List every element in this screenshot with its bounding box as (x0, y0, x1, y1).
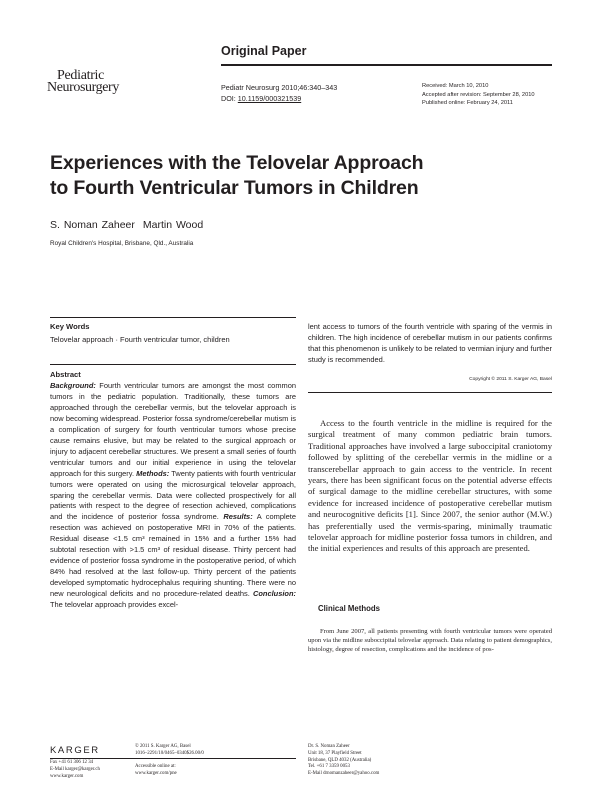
footer-contact-name: Dr. S. Noman Zaheer (308, 744, 350, 749)
footer-author-contact (308, 744, 379, 778)
footer-contact-email[interactable]: E-Mail drnomanzaheer@yahoo.com (308, 771, 380, 777)
footer-copyright-block (135, 744, 204, 778)
title-line2: to Fourth Ventricular Tumors in Children (50, 177, 419, 199)
paper-type: Original Paper (221, 44, 307, 58)
publication-dates (422, 82, 535, 108)
abstract-continued: lent access to tumors of the fourth ventricle with sparing of the vermis in children. The high incidence of cerebellar mutism in our patients confirms that this phenomenon is unlikely to be related to vermian injury and further study is recommended. (308, 322, 552, 364)
date-accepted: Accepted after revision: September 28, 2010 (422, 91, 535, 98)
abstract-end-divider (308, 392, 552, 393)
background-text: Fourth ventricular tumors are amongst the most common tumors in the pediatric population. Traditionally, these tumors are approached through the cerebellar vermis, but the telovelar approach is now becoming widespread. Posterior fossa syndrome/cerebellar mutism is a complication of surgery for fourth ventricular tumors whose precise cause remains elusive, but may be related to the surgical approach or injury to adjacent cerebellar structures. We present a small series of fourth ventricular tumors and our initial experience in using the telovelar approach for this surgery. (50, 381, 296, 478)
keywords-heading: Key Words (50, 322, 90, 331)
conclusion-text: The telovelar approach provides excel- (50, 600, 179, 610)
abstract-heading: Abstract (50, 370, 81, 379)
authors (50, 219, 203, 231)
citation-line: Pediatr Neurosurg 2010;46:340–343 (221, 83, 338, 92)
footer-issn: 1016–2291/10/0465–0340$26.00/0 (135, 750, 204, 756)
footer-email[interactable]: E-Mail karger@karger.ch (50, 766, 100, 772)
footer-online-label: Accessible online at: (135, 764, 176, 770)
header-divider (221, 64, 552, 66)
methods-text: Twenty patients with fourth ventricular tumors were operated on using the microsurgical telovelar approach, sparing the cerebellar vermis. Data were collected prospectively for all patients with respect to the degree of resection achieved, complications and the incidence of posterior fossa syndrome. (50, 468, 296, 522)
footer-fax: Fax +41 61 306 12 34 (50, 760, 94, 765)
footer-contact-addr2: Brisbane, QLD 4032 (Australia) (308, 757, 372, 763)
footer-contact-addr1: Unit 18, 37 Playfield Street (308, 750, 362, 756)
introduction-text: Access to the fourth ventricle in the midline is required for the surgical treatment of many common pediatric brain tumors. Traditional approaches have involved a large suboccipital craniotomy followed by splitting of the cerebellar vermis in the midline or a transcerebellar approach to gain access to the ventricle. In recent years, there has been significant focus on the potential adverse effects of surgical damage to the midline cerebellar structures, with some evidence for increased incidence of postoperative cerebellar mutism and neurocognitive deficits [1]. Since 2007, the senior author (M.W.) has preferentially used the vermis-sparing, minimally traumatic telovelar approach for midline posterior fossa tumors in children, and the initial experiences and results of this approach are presented. (308, 418, 552, 554)
citation-block (221, 82, 337, 104)
journal-logo-line1: Pediatric (57, 68, 105, 83)
publisher-logo: KARGER (50, 745, 100, 756)
background-label: Background: (50, 381, 96, 390)
doi-link[interactable]: 10.1159/000321539 (237, 94, 302, 103)
journal-logo (47, 70, 119, 94)
abstract-copyright: Copyright © 2011 S. Karger AG, Basel (469, 377, 552, 382)
footer-publisher-contact (50, 760, 100, 780)
clinical-methods-text: From June 2007, all patients presenting with fourth ventricular tumors were operated upon via the midline suboccipital telovelar approach. Data relating to patient demographics, histology, degree of resection, complications and the incidence of pos- (308, 628, 552, 654)
results-text: A complete resection was achieved on postoperative MRI in 70% of the patients. Residual disease <1.5 cm³ remained in 15% and a further 15% had subtotal resection with >1.5 cm³ of residual disease. Thirty percent had evidence of posterior fossa syndrome in the postoperative period, of which 84% had resolved at the last follow-up. Thirty percent of the patients developed symptomatic hydrocephalus requiring shunting. There were no new neurological deficits and no procedure-related deaths. (50, 512, 296, 599)
methods-label: Methods: (136, 468, 170, 478)
footer-web[interactable]: www.karger.com (50, 773, 84, 779)
conclusion-label: Conclusion: (253, 589, 296, 599)
affiliation: Royal Children's Hospital, Brisbane, Qld., Australia (50, 240, 194, 247)
author-2: Martin Wood (142, 219, 204, 231)
journal-logo-line2: Neurosurgery (47, 80, 119, 95)
article-title (50, 151, 530, 201)
doi-label: DOI: (221, 94, 238, 103)
date-published: Published online: February 24, 2011 (422, 100, 513, 106)
abstract-body (50, 381, 296, 611)
date-received: Received: March 10, 2010 (422, 83, 489, 89)
title-line1: Experiences with the Telovelar Approach (50, 152, 424, 174)
keywords-text: Telovelar approach · Fourth ventricular tumor, children (50, 335, 230, 344)
keywords-divider (50, 317, 296, 318)
footer-online-url[interactable]: www.karger.com/pne (135, 771, 177, 777)
abstract-divider (50, 364, 296, 365)
results-label: Results: (223, 512, 253, 522)
clinical-methods-heading: Clinical Methods (318, 604, 380, 613)
author-1: S. Noman Zaheer (50, 219, 135, 231)
footer-contact-tel: Tel. +61 7 3359 0053 (308, 764, 350, 770)
footer-copyright: © 2011 S. Karger AG, Basel (135, 744, 191, 749)
doi-line (221, 93, 337, 104)
